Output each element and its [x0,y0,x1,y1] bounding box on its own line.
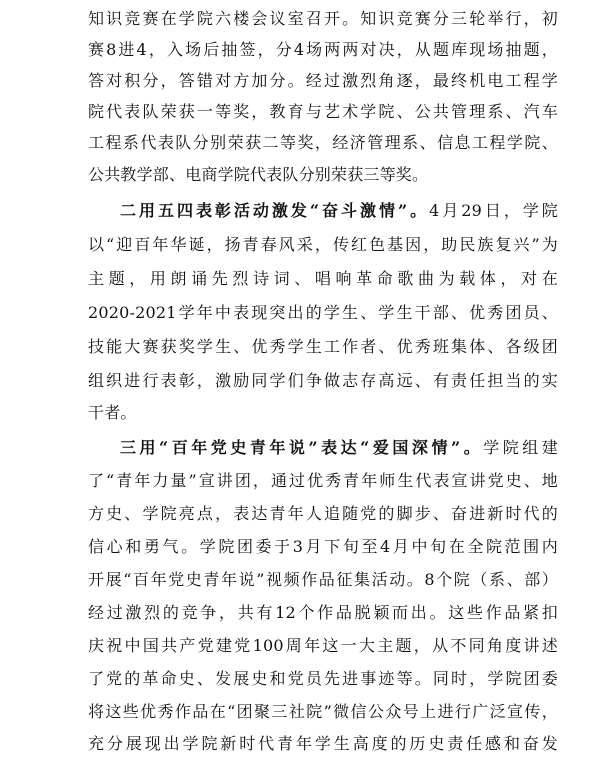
paragraph-2-line-7: 干者。 [88,403,137,422]
paragraph-3-line-6: 经过激烈的竞争，共有12个作品脱颖而出。这些作品紧扣 [88,603,558,622]
paragraph-3-line-1 [120,433,558,463]
paragraph-1-line-4: 院代表队荣获一等奖，教育与艺术学院、公共管理系、汽车 [88,102,558,121]
paragraph-2-line-2: 以“迎百年华诞，扬青春风采，传红色基因，助民族复兴”为 [88,235,558,254]
paragraph-3-line-9: 将这些优秀作品在“团聚三社院”微信公众号上进行广泛宣传， [88,702,558,721]
paragraph-3-line-3: 方史、学院亮点，表达青年人追随党的脚步、奋进新时代的 [88,504,558,523]
section-2-heading: 二用五四表彰活动激发“奋斗激情”。 [120,201,430,220]
paragraph-3-line-8: 了党的革命史、发展史和党员先进事迹等。同时，学院团委 [88,669,558,688]
paragraph-1-line-5: 工程系代表队分别荣获二等奖，经济管理系、信息工程学院、 [88,133,558,152]
paragraph-1-line-3: 答对积分，答错对方加分。经过激烈角逐，最终机电工程学 [88,71,558,90]
paragraph-2-line-6: 组织进行表彰，激励同学们争做志存高远、有责任担当的实 [88,371,558,390]
paragraph-3-line-7: 庆祝中国共产党建党100周年这一大主题，从不同角度讲述 [88,636,558,655]
paragraph-3-line-5: 开展“百年党史青年说”视频作品征集活动。8个院（系、部） [88,570,558,589]
paragraph-2-line-5: 技能大赛获奖学生、优秀学生工作者、优秀班集体、各级团 [88,337,558,356]
paragraph-1-line-2: 赛8进4，入场后抽签，分4场两两对决，从题库现场抽题， [88,40,558,59]
section-2-date: 4月29日，学院 [429,201,559,220]
paragraph-1-line-1: 知识竞赛在学院六楼会议室召开。知识竞赛分三轮举行，初 [88,9,558,28]
paragraph-3-line-2: 了“青年力量”宣讲团，通过优秀青年师生代表宣讲党史、地 [88,471,558,490]
paragraph-1-line-6: 公共教学部、电商学院代表队分别荣获三等奖。 [88,165,429,184]
paragraph-2-line-4: 2020-2021学年中表现突出的学生、学生干部、优秀团员、 [88,303,558,322]
paragraph-3-line-4: 信心和勇气。学院团委于3月下旬至4月中旬在全院范围内 [88,537,558,556]
paragraph-3-line-10: 充分展现出学院新时代青年学生高度的历史责任感和奋发 [88,734,558,753]
paragraph-2-line-3: 主题，用朗诵先烈诗词、唱响革命歌曲为载体，对在 [88,269,558,288]
paragraph-2-line-1 [120,196,558,226]
section-3-tail: 学院组建 [483,438,558,457]
section-3-heading: 三用“百年党史青年说”表达“爱国深情”。 [120,438,484,457]
